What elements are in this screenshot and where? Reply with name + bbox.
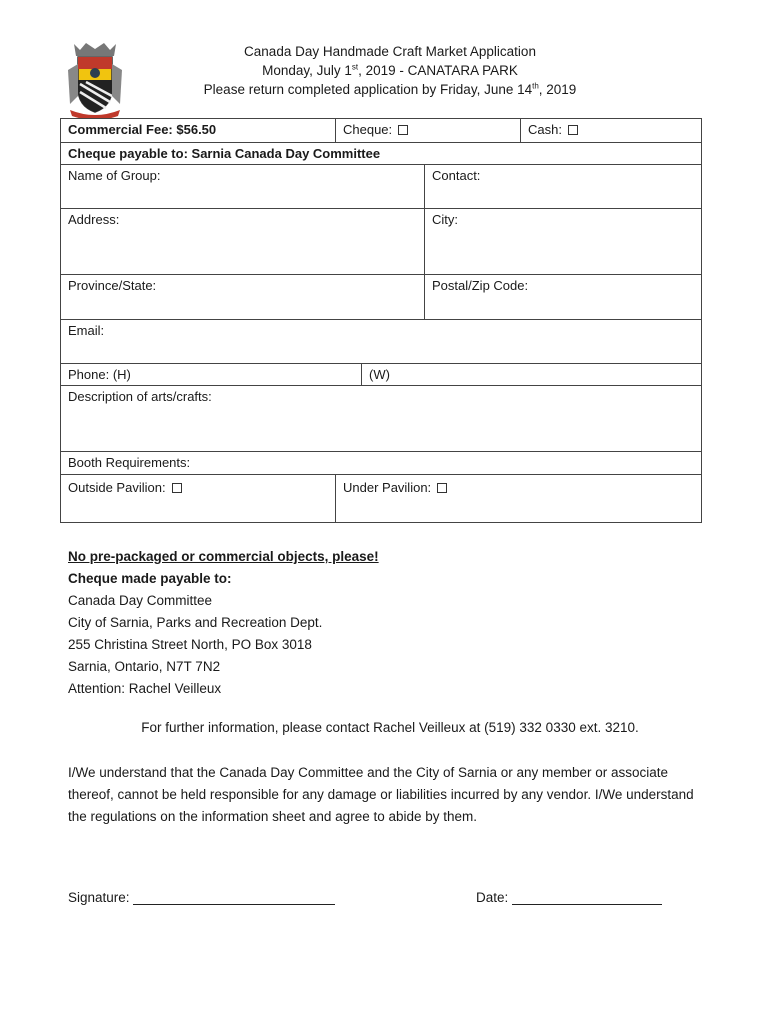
header-date-line [130,61,650,80]
phone-row [61,364,701,386]
payable-row [61,143,701,165]
under-pavilion-label: Under Pavilion: [343,480,432,495]
cheque-heading: Cheque made payable to: [68,571,232,586]
outside-pavilion-checkbox[interactable] [172,483,182,493]
form-header [130,42,650,99]
cheque-label: Cheque: [343,122,393,137]
address-row [61,209,701,275]
address-line-2: City of Sarnia, Parks and Recreation Dept. [68,615,323,630]
no-commercial-warning: No pre-packaged or commercial objects, please! [68,549,379,564]
phone-home-field[interactable]: Phone: (H) [68,367,131,382]
under-pavilion-option[interactable] [335,475,701,522]
cheque-payable-label: Cheque payable to: Sarnia Canada Day Committee [68,146,381,161]
province-row [61,275,701,320]
cash-label: Cash: [528,122,562,137]
city-crest-logo [66,40,124,118]
province-state-field[interactable]: Province/State: [68,278,157,293]
cheque-checkbox[interactable] [398,125,408,135]
outside-pavilion-option[interactable] [61,475,335,522]
phone-work-field[interactable]: (W) [361,364,701,385]
group-row [61,165,701,209]
commercial-fee-label: Commercial Fee: $56.50 [68,122,217,137]
header-deadline-text: Please return completed application by Friday, June 14 [203,82,533,97]
contact-info: For further information, please contact Rachel Veilleux at (519) 332 0330 ext. 3210. [141,720,639,735]
mailing-notes [68,546,379,700]
application-form [60,118,702,523]
date-label: Date: [476,890,509,905]
cheque-option[interactable] [335,119,520,142]
cash-checkbox[interactable] [568,125,578,135]
postal-code-field[interactable]: Postal/Zip Code: [424,275,701,319]
header-venue-text: , 2019 - CANATARA PARK [358,63,518,78]
booth-requirements-label: Booth Requirements: [68,455,191,470]
signature-block [68,890,335,905]
header-date-sup: st [351,62,359,72]
name-of-group-field[interactable]: Name of Group: [68,168,161,183]
contact-field[interactable]: Contact: [424,165,701,208]
cash-option[interactable] [520,119,701,142]
email-field[interactable]: Email: [68,323,105,338]
description-row [61,386,701,452]
signature-line[interactable] [133,890,335,905]
address-line-5: Attention: Rachel Veilleux [68,681,222,696]
under-pavilion-checkbox[interactable] [437,483,447,493]
date-block [476,890,662,905]
address-line-3: 255 Christina Street North, PO Box 3018 [68,637,312,652]
address-field[interactable]: Address: [68,212,120,227]
address-line-1: Canada Day Committee [68,593,213,608]
signature-label: Signature: [68,890,130,905]
address-line-4: Sarnia, Ontario, N7T 7N2 [68,659,221,674]
fee-row [61,119,701,143]
header-date-text: Monday, July 1 [262,63,352,78]
disclaimer-text: I/We understand that the Canada Day Committee and the City of Sarnia or any member or associate thereof, cannot be held responsible for any damage or liabilities incurred by any vendor. I/We understand the regulations on the information sheet and agree to abide by them. [68,765,694,824]
header-deadline-sup: th [532,81,539,91]
city-field[interactable]: City: [424,209,701,274]
header-deadline-year: , 2019 [538,82,577,97]
date-line[interactable] [512,890,662,905]
booth-row [61,452,701,475]
pavilion-row [61,475,701,522]
email-row [61,320,701,364]
description-field[interactable]: Description of arts/crafts: [68,389,212,404]
header-deadline-line [130,80,650,99]
outside-pavilion-label: Outside Pavilion: [68,480,166,495]
header-title: Canada Day Handmade Craft Market Application [244,44,536,59]
